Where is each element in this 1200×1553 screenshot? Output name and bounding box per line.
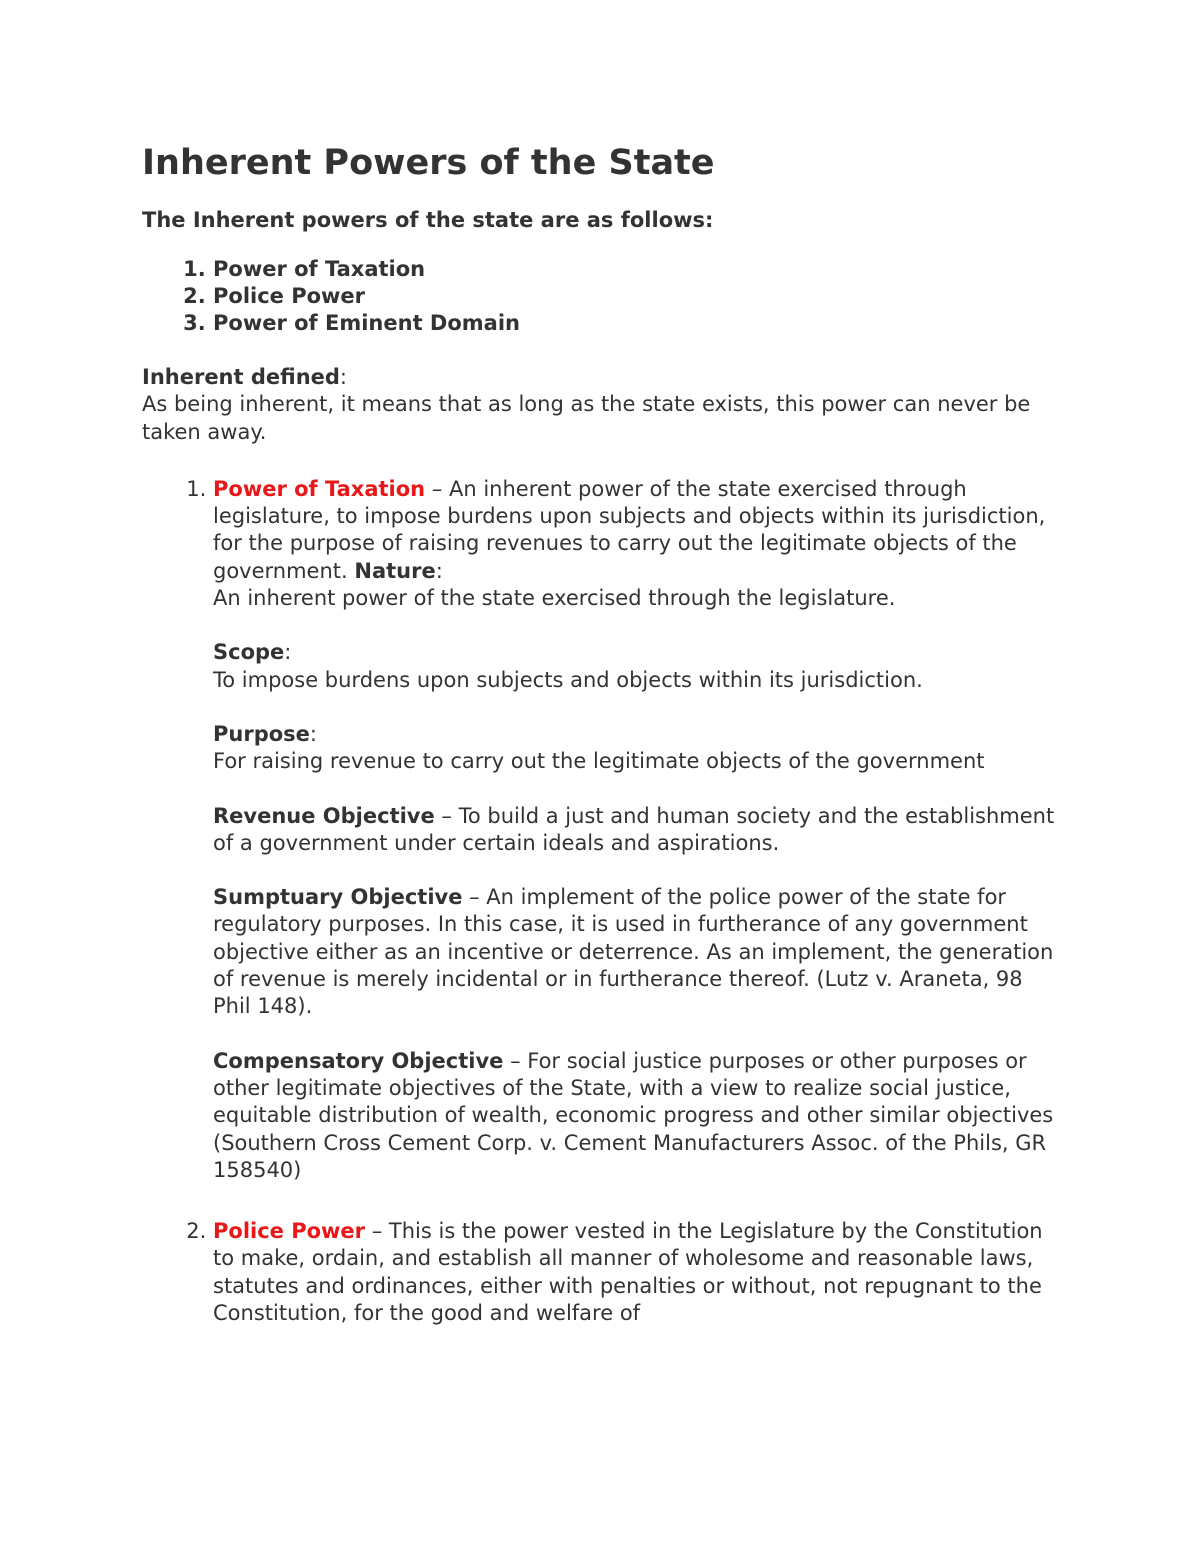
nature-label: Nature bbox=[354, 558, 436, 583]
compensatory-objective-text: – For social justice purposes or other purposes or other legitimate objectives of the State, with a view to realize social justice, equitable distribution of wealth, economic progress and other similar objectives (Southern Cross Cement Corp. v. Cement Manufacturers Assoc. of the Phils, GR 158540) bbox=[213, 1048, 1054, 1182]
intro-heading: The Inherent powers of the state are as follows: bbox=[142, 208, 714, 232]
sumptuary-objective-text: – An implement of the police power of the state for regulatory purposes. In this case, it is used in furtherance of any government objective either as an incentive or deterrence. As an implement, the generation of revenue is merely incidental or in furtherance thereof. (Lutz v. Araneta, 98 Phil 148). bbox=[213, 885, 1054, 1019]
list-item: 2. Police Power bbox=[213, 283, 1060, 310]
power-of-taxation-item: 1. Power of Taxation – An inherent power of the state exercised through legislature, to impose burdens upon subjects and objects within its jurisdiction, for the purpose of raising revenues to carry out the legitimate objects of the government. Nature: An inherent power of the state exercised through the legislature. Scope: To impose burdens upon subjects and objects within its jurisdiction. Purpose: For raising revenue to carry out the legitimate objects of the government Revenue Objective – To build a just and human society and the establishment of a government under certain ideals and aspirations. Sumptuary Objective – An implement of the police power of the state for regulatory purposes. In this case, it is used in furtherance of any government objective either as an incentive or deterrence. As an implement, the generation of revenue is merely incidental or in furtherance thereof. (Lutz v. Araneta, 98 Phil 148). Compensatory Objective – For social justice purposes or other purposes or other legitimate objectives of the State, with a view to realize social justice, equitable distribution of wealth, economic progress and other similar objectives (Southern Cross Cement Corp. v. Cement Manufacturers Assoc. of the Phils, GR 158540) bbox=[213, 476, 1060, 1184]
page-title: Inherent Powers of the State bbox=[142, 143, 715, 183]
purpose-label: Purpose bbox=[213, 721, 310, 746]
nature-text: An inherent power of the state exercised through the legislature. bbox=[213, 586, 896, 611]
powers-detail-list bbox=[142, 476, 1060, 1327]
revenue-objective-label: Revenue Objective bbox=[213, 803, 435, 828]
inherent-definition: Inherent defined: As being inherent, it means that as long as the state exists, this power can never be taken away. bbox=[142, 364, 1060, 446]
revenue-objective-text: – To build a just and human society and the establishment of a government under certain ideals and aspirations. bbox=[213, 803, 1055, 855]
police-power-term: Police Power bbox=[213, 1219, 366, 1244]
power-of-taxation-term: Power of Taxation bbox=[213, 476, 426, 501]
power-of-taxation-definition: – An inherent power of the state exercised through legislature, to impose burdens upon subjects and objects within its jurisdiction, for the purpose of raising revenues to carry out the legitimate objects of the government. bbox=[213, 476, 1046, 583]
powers-summary-list bbox=[142, 256, 1060, 337]
list-item: 3. Power of Eminent Domain bbox=[213, 310, 1060, 337]
compensatory-objective-label: Compensatory Objective bbox=[213, 1048, 504, 1073]
scope-label: Scope bbox=[213, 640, 285, 665]
police-power-item bbox=[213, 1218, 1060, 1327]
sumptuary-objective-label: Sumptuary Objective bbox=[213, 885, 463, 910]
definition-label: Inherent defined bbox=[142, 365, 340, 389]
purpose-text: For raising revenue to carry out the legitimate objects of the government bbox=[213, 749, 985, 774]
definition-text: As being inherent, it means that as long as the state exists, this power can never be taken away. bbox=[142, 392, 1031, 444]
scope-text: To impose burdens upon subjects and objects within its jurisdiction. bbox=[213, 667, 923, 692]
police-power-definition: – This is the power vested in the Legislature by the Constitution to make, ordain, and establish all manner of wholesome and reasonable laws, statutes and ordinances, either with penalties or without, not repugnant to the Constitution, for the good and welfare of bbox=[213, 1219, 1043, 1326]
list-item: 1. Power of Taxation bbox=[213, 256, 1060, 283]
